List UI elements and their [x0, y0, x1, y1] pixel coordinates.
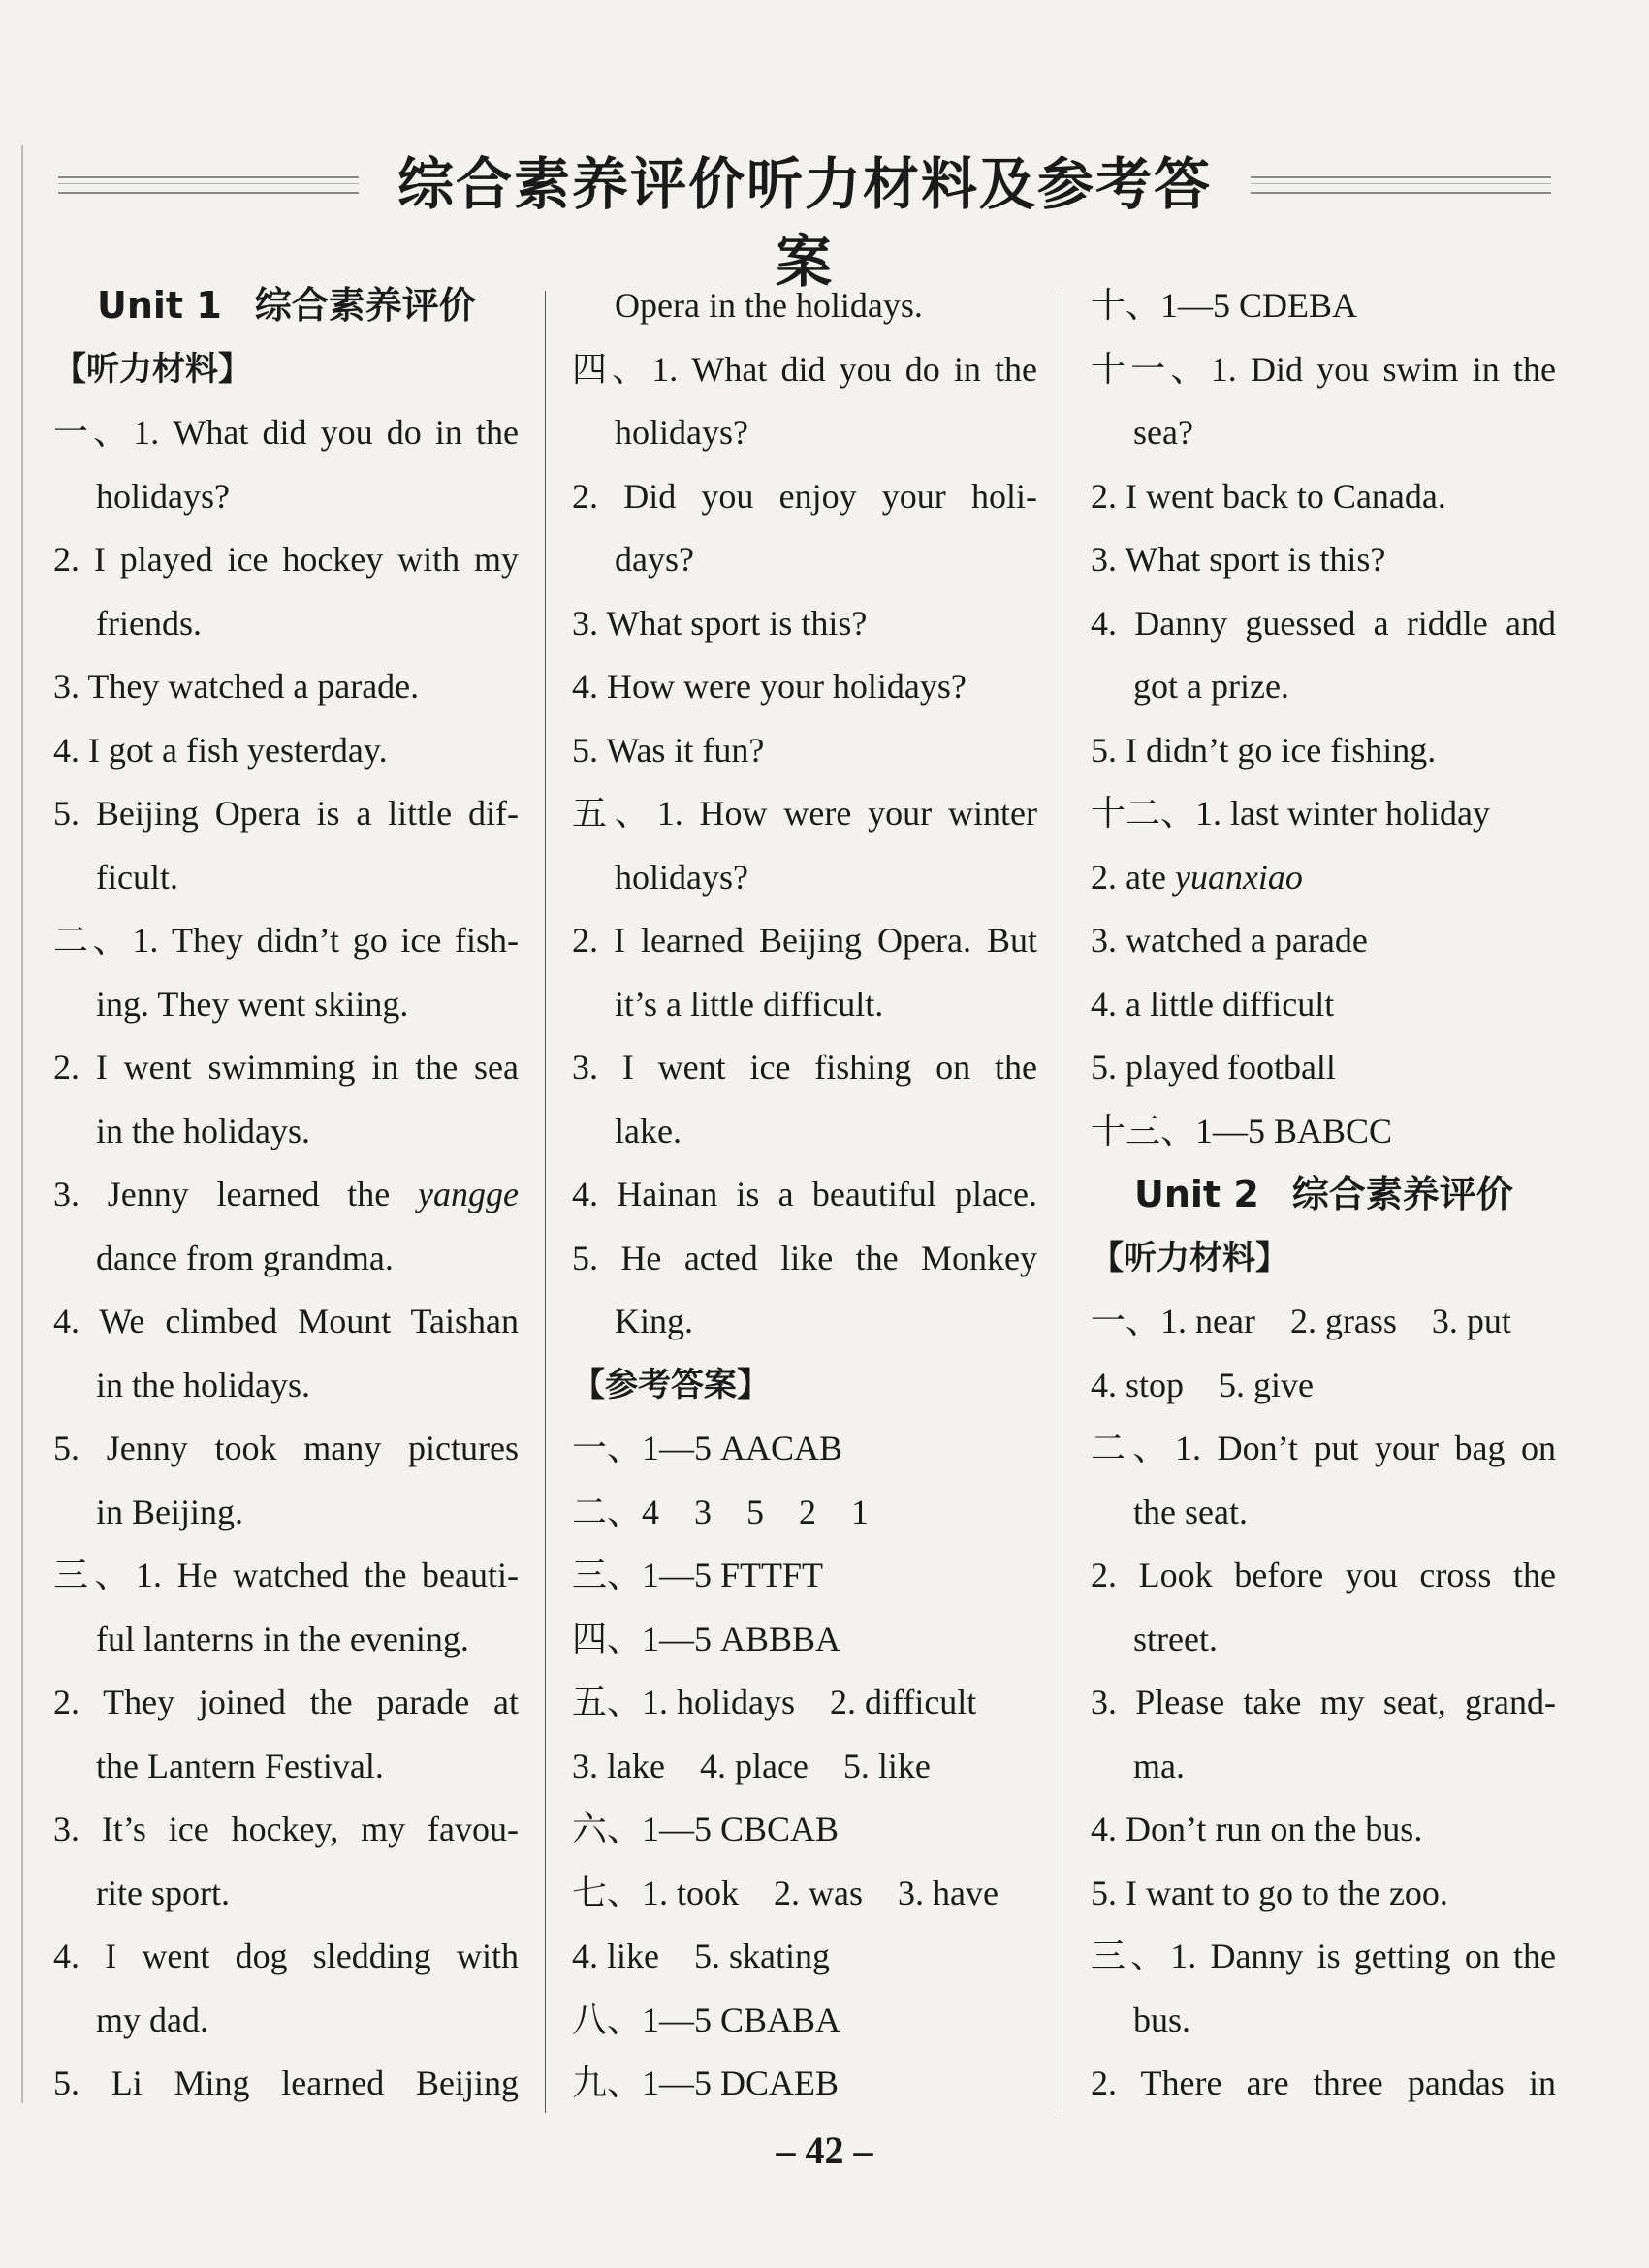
text-line: 5. Beijing Opera is a little dif- — [53, 794, 519, 833]
text-line: 5. Li Ming learned Beijing — [53, 2063, 519, 2102]
answer-line: 2. ate yuanxiao — [1091, 857, 1303, 897]
answer-line: 二、4 3 5 2 1 — [572, 1492, 870, 1531]
text-line: 5. I want to go to the zoo. — [1091, 1873, 1448, 1912]
text-line: 2. I learned Beijing Opera. But — [572, 921, 1037, 960]
text-line: my dad. — [96, 2000, 208, 2039]
unit-2-label: Unit 2 — [1134, 1173, 1259, 1215]
text-line: in the holidays. — [96, 1365, 310, 1404]
unit-2-heading — [1091, 1163, 1556, 1227]
text-line: Opera in the holidays. — [615, 286, 923, 325]
text-line: 4. Don’t run on the bus. — [1091, 1810, 1423, 1848]
page-header — [58, 145, 1551, 295]
column-1 — [53, 274, 519, 2116]
text-line: lake. — [615, 1111, 682, 1150]
text-line: street. — [1133, 1619, 1218, 1658]
listening-material-label: 【听力材料】 — [53, 349, 251, 389]
answer-line: 五、1. holidays 2. difficult — [572, 1683, 977, 1721]
text-line: 4. How were your holidays? — [572, 667, 967, 706]
text-line: ficult. — [96, 857, 178, 897]
text-line: in the holidays. — [96, 1111, 310, 1150]
text-line: 二、1. They didn’t go ice fish- — [53, 921, 519, 960]
answer-line: 四、1—5 ABBBA — [572, 1619, 841, 1658]
answer-line: 十二、1. last winter holiday — [1091, 794, 1490, 833]
answer-line: 六、1—5 CBCAB — [572, 1810, 840, 1848]
text-line: bus. — [1133, 2000, 1191, 2039]
answer-line: 3. What sport is this? — [1091, 540, 1386, 579]
text-line: 5. He acted like the Monkey — [572, 1238, 1037, 1277]
answer-line: 3. lake 4. place 5. like — [572, 1746, 931, 1785]
unit-1-heading — [53, 274, 519, 338]
column-divider-1 — [545, 291, 546, 2113]
text-line: 2. I went swimming in the sea — [53, 1048, 519, 1087]
title-decoration-left — [58, 176, 359, 194]
answer-line: 4. like 5. skating — [572, 1937, 830, 1975]
text-line: friends. — [96, 603, 202, 643]
text-line: 一、1. What did you do in the — [53, 413, 519, 452]
text-line: rite sport. — [96, 1873, 230, 1912]
page-number: – 42 – — [776, 2128, 873, 2172]
answer-line: 三、1—5 FTTFT — [572, 1556, 824, 1594]
text-line: 5. Jenny took many pictures — [53, 1429, 519, 1467]
text-line: 2. I played ice hockey with my — [53, 540, 519, 579]
answer-line: 七、1. took 2. was 3. have — [572, 1873, 999, 1912]
text-line: 四、1. What did you do in the — [572, 349, 1037, 389]
column-2 — [572, 274, 1037, 2116]
text-line: 3. Jenny learned the yangge — [53, 1175, 519, 1213]
text-line: 3. What sport is this? — [572, 603, 868, 643]
answer-line: 十三、1—5 BABCC — [1091, 1111, 1393, 1150]
text-line: 3. I went ice fishing on the — [572, 1048, 1037, 1087]
text-line: 三、1. Danny is getting on the — [1091, 1937, 1556, 1975]
text-line: 3. They watched a parade. — [53, 667, 420, 706]
text-line: it’s a little difficult. — [615, 984, 884, 1024]
answer-line: 一、1—5 AACAB — [572, 1429, 843, 1467]
text-line: holidays? — [96, 476, 230, 516]
text-line: days? — [615, 540, 694, 579]
text-line: 五、1. How were your winter — [572, 794, 1037, 833]
text-line: 三、1. He watched the beauti- — [53, 1556, 519, 1594]
answer-line: sea? — [1133, 413, 1193, 452]
text-line: ing. They went skiing. — [96, 984, 409, 1024]
answer-line: 5. I didn’t go ice fishing. — [1091, 730, 1437, 770]
answer-line: 3. watched a parade — [1091, 921, 1368, 960]
answer-line: 4. a little difficult — [1091, 984, 1335, 1024]
answer-line: 十、1—5 CDEBA — [1091, 286, 1358, 325]
column-3 — [1091, 274, 1556, 2116]
text-line: dance from grandma. — [96, 1238, 394, 1277]
answer-line: 4. Danny guessed a riddle and — [1091, 603, 1556, 643]
listening-material-label: 【听力材料】 — [1091, 1238, 1288, 1277]
answer-line: 5. played football — [1091, 1048, 1336, 1087]
unit-2-subtitle: 综合素养评价 — [1291, 1173, 1513, 1215]
text-line: 2. They joined the parade at — [53, 1683, 519, 1721]
text-line: 2. Did you enjoy your holi- — [572, 476, 1037, 516]
text-line: 5. Was it fun? — [572, 730, 765, 770]
title-decoration-right — [1251, 176, 1551, 194]
text-line: the Lantern Festival. — [96, 1746, 384, 1785]
answer-line: 十一、1. Did you swim in the — [1091, 349, 1556, 389]
text-line: 2. There are three pandas in — [1091, 2063, 1556, 2102]
page-title: 综合素养评价听力材料及参考答案 — [396, 151, 1212, 295]
text-line: ful lanterns in the evening. — [96, 1619, 469, 1658]
text-line: 4. We climbed Mount Taishan — [53, 1302, 519, 1340]
text-line: 2. Look before you cross the — [1091, 1556, 1556, 1594]
unit-1-label: Unit 1 — [97, 284, 222, 327]
text-line: 3. It’s ice hockey, my favou- — [53, 1810, 519, 1848]
text-line: in Beijing. — [96, 1492, 243, 1531]
text-line: 一、1. near 2. grass 3. put — [1091, 1302, 1511, 1340]
text-line: 二、1. Don’t put your bag on — [1091, 1429, 1556, 1467]
text-line: 4. Hainan is a beautiful place. — [572, 1175, 1037, 1213]
text-line: ma. — [1133, 1746, 1185, 1785]
text-line: King. — [615, 1302, 693, 1340]
text-line: 4. I went dog sledding with — [53, 1937, 519, 1975]
text-line: 3. Please take my seat, grand- — [1091, 1683, 1556, 1721]
answer-line: got a prize. — [1133, 667, 1289, 706]
text-line: holidays? — [615, 857, 748, 897]
answer-line: 2. I went back to Canada. — [1091, 476, 1446, 516]
text-line: 4. stop 5. give — [1091, 1365, 1314, 1404]
answer-line: 八、1—5 CBABA — [572, 2000, 841, 2039]
page-edge — [21, 145, 23, 2103]
unit-1-subtitle: 综合素养评价 — [254, 284, 476, 327]
text-line: 4. I got a fish yesterday. — [53, 730, 388, 770]
answer-line: 九、1—5 DCAEB — [572, 2063, 840, 2102]
text-line: holidays? — [615, 413, 748, 452]
text-line: the seat. — [1133, 1492, 1248, 1531]
reference-answers-label: 【参考答案】 — [572, 1365, 770, 1404]
